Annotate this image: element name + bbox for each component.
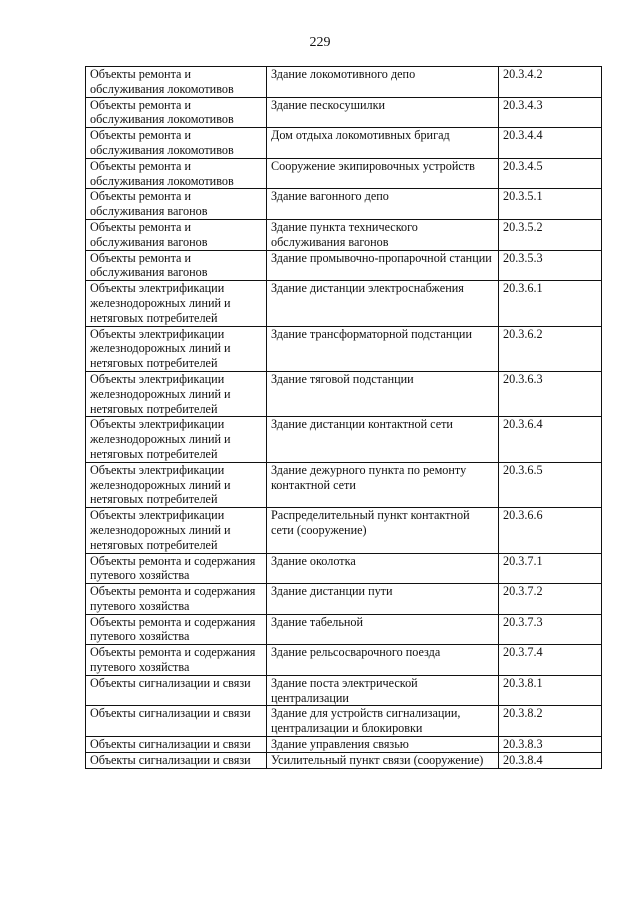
object-code-cell: 20.3.8.4: [499, 752, 602, 768]
object-name-cell: Здание дистанции пути: [267, 584, 499, 615]
table-row: [86, 158, 602, 189]
object-category-cell: Объекты ремонта и обслуживания вагонов: [86, 189, 267, 220]
object-name-cell: Здание дистанции электроснабжения: [267, 281, 499, 326]
object-code-cell: 20.3.4.5: [499, 158, 602, 189]
object-name-cell: Здание дистанции контактной сети: [267, 417, 499, 462]
object-category-cell: Объекты электрификации железнодорожных линий и нетяговых потребителей: [86, 326, 267, 371]
table-row: [86, 189, 602, 220]
object-category-cell: Объекты сигнализации и связи: [86, 737, 267, 753]
object-category-cell: Объекты ремонта и обслуживания вагонов: [86, 250, 267, 281]
table-row: [86, 219, 602, 250]
table-row: [86, 706, 602, 737]
object-category-cell: Объекты ремонта и обслуживания локомотивов: [86, 97, 267, 128]
object-name-cell: Здание дежурного пункта по ремонту контактной сети: [267, 462, 499, 507]
object-category-cell: Объекты электрификации железнодорожных линий и нетяговых потребителей: [86, 462, 267, 507]
page-number: 229: [309, 35, 331, 50]
object-code-cell: 20.3.6.6: [499, 508, 602, 553]
object-name-cell: Здание пункта технического обслуживания вагонов: [267, 219, 499, 250]
object-code-cell: 20.3.6.3: [499, 371, 602, 416]
object-code-cell: 20.3.7.1: [499, 553, 602, 584]
object-category-cell: Объекты ремонта и обслуживания локомотивов: [86, 158, 267, 189]
object-name-cell: Здание для устройств сигнализации, централизации и блокировки: [267, 706, 499, 737]
object-name-cell: Распределительный пункт контактной сети (сооружение): [267, 508, 499, 553]
table-row: [86, 281, 602, 326]
object-name-cell: Здание пескосушилки: [267, 97, 499, 128]
object-category-cell: Объекты ремонта и содержания путевого хозяйства: [86, 553, 267, 584]
object-code-cell: 20.3.6.5: [499, 462, 602, 507]
object-name-cell: Здание управления связью: [267, 737, 499, 753]
object-code-cell: 20.3.8.1: [499, 675, 602, 706]
object-category-cell: Объекты ремонта и обслуживания локомотивов: [86, 67, 267, 98]
table-row: [86, 553, 602, 584]
object-category-cell: Объекты электрификации железнодорожных линий и нетяговых потребителей: [86, 417, 267, 462]
object-code-cell: 20.3.8.2: [499, 706, 602, 737]
table-row: [86, 371, 602, 416]
object-category-cell: Объекты ремонта и обслуживания локомотивов: [86, 128, 267, 159]
object-name-cell: Здание промывочно-пропарочной станции: [267, 250, 499, 281]
object-name-cell: Здание рельсосварочного поезда: [267, 645, 499, 676]
object-code-cell: 20.3.5.2: [499, 219, 602, 250]
object-code-cell: 20.3.5.3: [499, 250, 602, 281]
object-category-cell: Объекты электрификации железнодорожных линий и нетяговых потребителей: [86, 508, 267, 553]
object-category-cell: Объекты сигнализации и связи: [86, 675, 267, 706]
object-code-cell: 20.3.4.4: [499, 128, 602, 159]
table-row: [86, 417, 602, 462]
object-code-cell: 20.3.4.3: [499, 97, 602, 128]
object-category-cell: Объекты сигнализации и связи: [86, 706, 267, 737]
object-category-cell: Объекты ремонта и содержания путевого хозяйства: [86, 614, 267, 645]
table-row: [86, 645, 602, 676]
object-code-cell: 20.3.6.1: [499, 281, 602, 326]
object-name-cell: Здание трансформаторной подстанции: [267, 326, 499, 371]
table-row: [86, 128, 602, 159]
object-category-cell: Объекты ремонта и содержания путевого хозяйства: [86, 645, 267, 676]
table-row: [86, 462, 602, 507]
object-name-cell: Здание околотка: [267, 553, 499, 584]
table-row: [86, 508, 602, 553]
object-name-cell: Дом отдыха локомотивных бригад: [267, 128, 499, 159]
object-code-cell: 20.3.6.4: [499, 417, 602, 462]
object-code-cell: 20.3.7.3: [499, 614, 602, 645]
table-row: [86, 737, 602, 753]
object-name-cell: Здание тяговой подстанции: [267, 371, 499, 416]
object-code-cell: 20.3.8.3: [499, 737, 602, 753]
object-category-cell: Объекты электрификации железнодорожных линий и нетяговых потребителей: [86, 371, 267, 416]
table-row: [86, 250, 602, 281]
object-name-cell: Здание вагонного депо: [267, 189, 499, 220]
table-row: [86, 675, 602, 706]
object-name-cell: Здание локомотивного депо: [267, 67, 499, 98]
object-category-cell: Объекты ремонта и содержания путевого хозяйства: [86, 584, 267, 615]
table-body: [86, 67, 602, 769]
object-code-cell: 20.3.6.2: [499, 326, 602, 371]
object-code-cell: 20.3.7.4: [499, 645, 602, 676]
object-name-cell: Усилительный пункт связи (сооружение): [267, 752, 499, 768]
table-row: [86, 584, 602, 615]
object-name-cell: Сооружение экипировочных устройств: [267, 158, 499, 189]
table-row: [86, 97, 602, 128]
object-category-cell: Объекты сигнализации и связи: [86, 752, 267, 768]
object-code-cell: 20.3.7.2: [499, 584, 602, 615]
document-table: [85, 66, 602, 769]
object-category-cell: Объекты электрификации железнодорожных линий и нетяговых потребителей: [86, 281, 267, 326]
table-row: [86, 326, 602, 371]
object-name-cell: Здание поста электрической централизации: [267, 675, 499, 706]
table-row: [86, 752, 602, 768]
object-category-cell: Объекты ремонта и обслуживания вагонов: [86, 219, 267, 250]
object-name-cell: Здание табельной: [267, 614, 499, 645]
object-code-cell: 20.3.4.2: [499, 67, 602, 98]
object-code-cell: 20.3.5.1: [499, 189, 602, 220]
table-row: [86, 67, 602, 98]
table-row: [86, 614, 602, 645]
